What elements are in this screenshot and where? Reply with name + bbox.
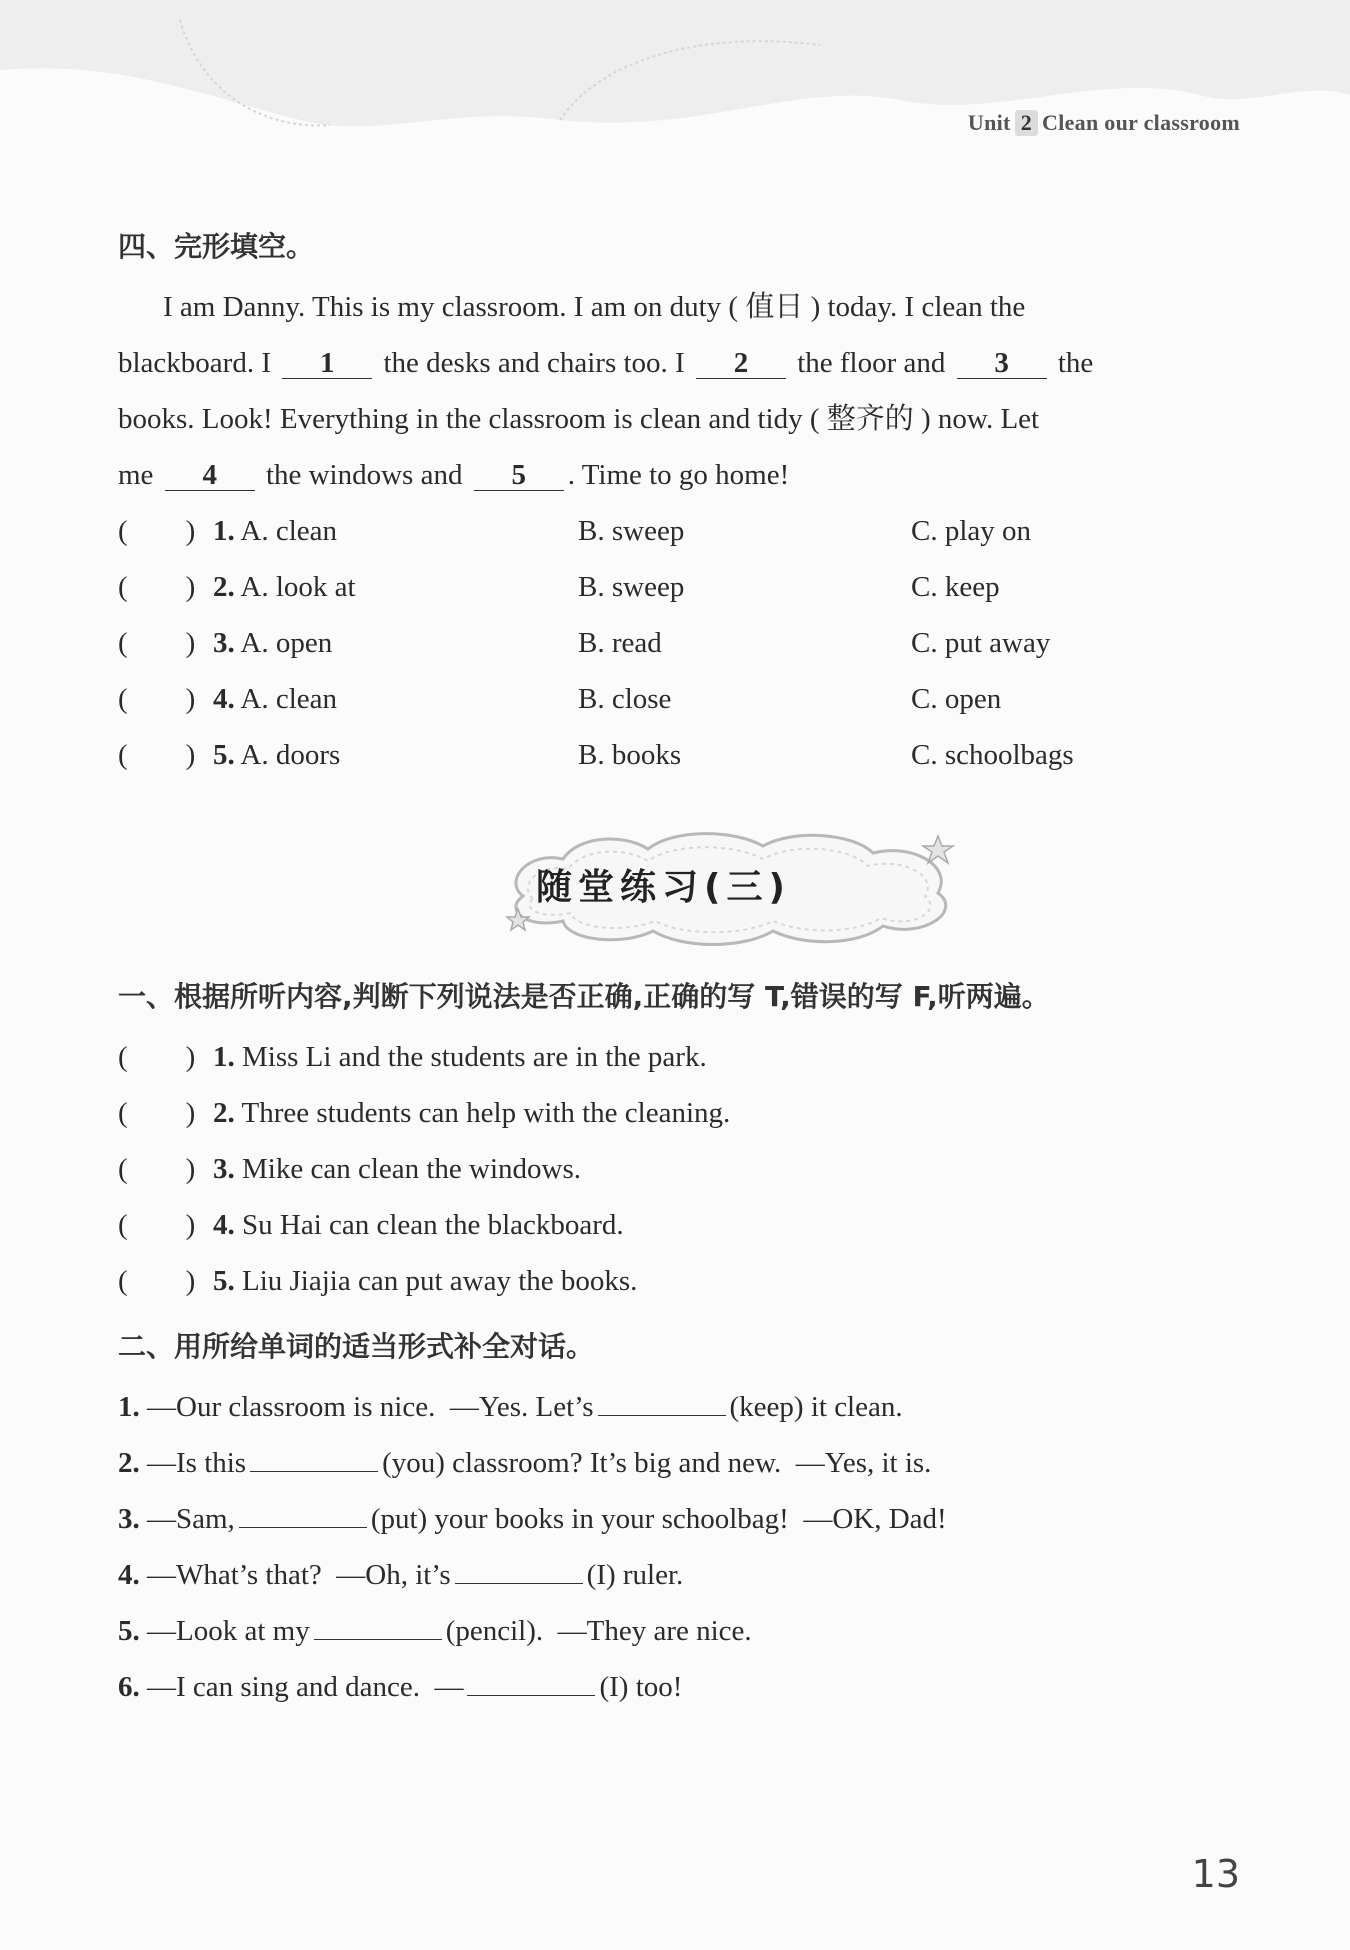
unit-number: 2 <box>1015 110 1038 136</box>
option-c: C. open <box>911 683 1002 715</box>
statement-text: Su Hai can clean the blackboard. <box>234 1209 624 1241</box>
answer-paren[interactable]: ( ) <box>118 1041 196 1073</box>
answer-paren[interactable]: ( ) <box>118 1265 196 1297</box>
dialogue-item: 2. —Is this (you) classroom? It’s big and new. —Yes, it is. <box>118 1447 932 1479</box>
answer-line[interactable] <box>250 1447 378 1472</box>
answer-paren[interactable]: ( ) <box>118 627 196 659</box>
question-row: ( ) 5. A. doors B. books C. schoolbags <box>118 727 1228 783</box>
option-b: B. close <box>578 683 672 715</box>
statement-text: Mike can clean the windows. <box>234 1153 582 1185</box>
option-c: C. put away <box>911 627 1051 659</box>
tf-item: ( ) 2. Three students can help with the cleaning. <box>118 1085 1228 1141</box>
option-a: A. doors <box>240 739 341 771</box>
question-row: ( ) 3. A. open B. read C. put away <box>118 615 1228 671</box>
answer-line[interactable] <box>598 1391 726 1416</box>
option-b: B. read <box>578 627 662 659</box>
page-number: 13 <box>1191 1852 1240 1896</box>
tf-item: ( ) 5. Liu Jiajia can put away the books. <box>118 1253 1228 1309</box>
header-decoration <box>0 0 1350 160</box>
blank-2[interactable]: 2 <box>696 348 786 379</box>
option-a: A. look at <box>240 571 356 603</box>
tf-item: ( ) 3. Mike can clean the windows. <box>118 1141 1228 1197</box>
badge-title: 随堂练习(三) <box>536 867 791 908</box>
question-row: ( ) 1. A. clean B. sweep C. play on <box>118 503 1228 559</box>
listening-items <box>118 1029 1228 1309</box>
answer-line[interactable] <box>239 1503 367 1528</box>
blank-4[interactable]: 4 <box>165 460 255 491</box>
answer-paren[interactable]: ( ) <box>118 1097 196 1129</box>
dialogue-items <box>118 1379 1228 1715</box>
section-title-dialogue: 二、用所给单词的适当形式补全对话。 <box>118 1330 595 1363</box>
option-a: A. clean <box>240 515 338 547</box>
answer-paren[interactable]: ( ) <box>118 739 196 771</box>
answer-paren[interactable]: ( ) <box>118 571 196 603</box>
answer-paren[interactable]: ( ) <box>118 683 196 715</box>
option-a: A. open <box>240 627 333 659</box>
option-b: B. sweep <box>578 515 685 547</box>
option-c: C. keep <box>911 571 1000 603</box>
answer-paren[interactable]: ( ) <box>118 1153 196 1185</box>
answer-line[interactable] <box>467 1671 595 1696</box>
answer-line[interactable] <box>455 1559 583 1584</box>
blank-3[interactable]: 3 <box>957 348 1047 379</box>
statement-text: Miss Li and the students are in the park. <box>234 1041 707 1073</box>
cloze-options <box>118 503 1228 783</box>
question-row: ( ) 4. A. clean B. close C. open <box>118 671 1228 727</box>
dialogue-item: 6. —I can sing and dance. — (I) too! <box>118 1671 683 1703</box>
page-content <box>118 225 1228 1715</box>
unit-header: Unit 2 Clean our classroom <box>967 110 1240 135</box>
answer-paren[interactable]: ( ) <box>118 515 196 547</box>
section-title-listening: 一、根据所听内容,判断下列说法是否正确,正确的写 T,错误的写 F,听两遍。 <box>118 980 1050 1013</box>
section-title-cloze: 四、完形填空。 <box>118 230 315 263</box>
option-b: B. books <box>578 739 682 771</box>
dialogue-item: 4. —What’s that? —Oh, it’s (I) ruler. <box>118 1559 684 1591</box>
practice-badge <box>118 821 1228 971</box>
option-b: B. sweep <box>578 571 685 603</box>
blank-5[interactable]: 5 <box>474 460 564 491</box>
answer-line[interactable] <box>314 1615 442 1640</box>
tf-item: ( ) 1. Miss Li and the students are in the park. <box>118 1029 1228 1085</box>
statement-text: Three students can help with the cleaning. <box>234 1097 731 1129</box>
blank-1[interactable]: 1 <box>282 348 372 379</box>
answer-paren[interactable]: ( ) <box>118 1209 196 1241</box>
option-a: A. clean <box>240 683 338 715</box>
cloze-passage: I am Danny. This is my classroom. I am on duty ( 值日 ) today. I clean the blackboard. I 1 the desks and chairs too. I 2 the floor and 3 the books. Look! Everything in the classroom is clean and tidy ( 整齐的 ) now. Let me 4 the windows and 5 . Time to go home! <box>118 291 1094 491</box>
option-c: C. schoolbags <box>911 739 1074 771</box>
statement-text: Liu Jiajia can put away the books. <box>234 1265 638 1297</box>
dialogue-item: 1. —Our classroom is nice. —Yes. Let’s (keep) it clean. <box>118 1391 903 1423</box>
question-row: ( ) 2. A. look at B. sweep C. keep <box>118 559 1228 615</box>
tf-item: ( ) 4. Su Hai can clean the blackboard. <box>118 1197 1228 1253</box>
option-c: C. play on <box>911 515 1032 547</box>
dialogue-item: 5. —Look at my (pencil). —They are nice. <box>118 1615 752 1647</box>
dialogue-item: 3. —Sam, (put) your books in your schoolbag! —OK, Dad! <box>118 1503 947 1535</box>
